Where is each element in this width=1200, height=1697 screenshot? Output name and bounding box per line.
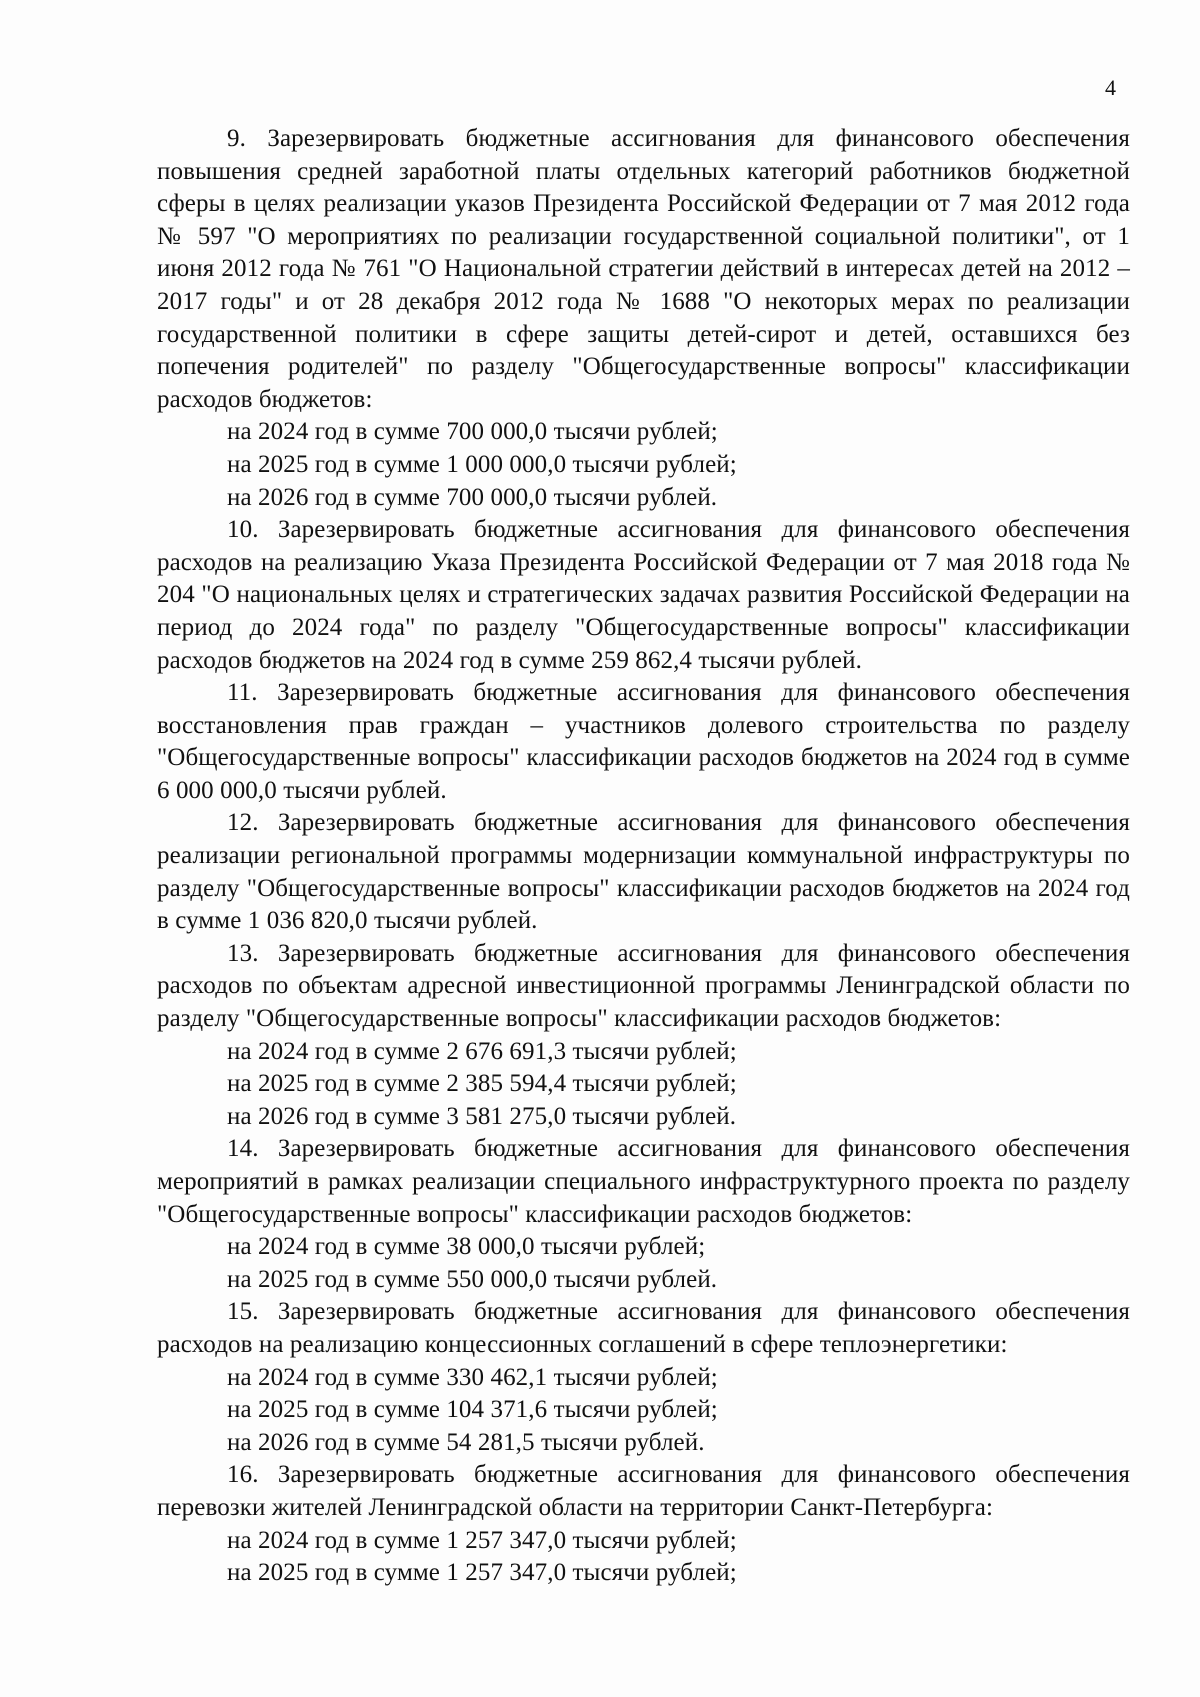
clause-text: 12. Зарезервировать бюджетные ассигнования для финансового обеспечения реализации региональной программы модернизации коммунальной инфраструктуры по разделу "Общегосударственные вопросы" классификации расходов бюджетов на 2024 год в сумме 1 036 820,0 тысячи рублей. — [157, 809, 1130, 935]
allocation-item: на 2026 год в сумме 54 281,5 тысячи рублей. — [227, 1428, 705, 1456]
allocation-item: на 2026 год в сумме 700 000,0 тысячи рублей. — [227, 483, 718, 511]
clause-10 — [157, 514, 1130, 677]
document-body — [157, 123, 1130, 1590]
clause-text: 15. Зарезервировать бюджетные ассигнования для финансового обеспечения расходов на реализацию концессионных соглашений в сфере теплоэнергетики: — [157, 1298, 1130, 1358]
allocation-item: на 2024 год в сумме 700 000,0 тысячи рублей; — [227, 418, 718, 446]
clause-text: 10. Зарезервировать бюджетные ассигнования для финансового обеспечения расходов на реализацию Указа Президента Российской Федерации от 7 мая 2018 года № 204 "О национальных целях и стратегических задачах развития Российской Федерации на период до 2024 года" по разделу "Общегосударственные вопросы" классификации расходов бюджетов на 2024 год в сумме 259 862,4 тысячи рублей. — [157, 516, 1130, 674]
clause-13 — [157, 938, 1130, 1134]
clause-12 — [157, 807, 1130, 937]
allocation-item: на 2024 год в сумме 1 257 347,0 тысячи рублей; — [227, 1526, 737, 1554]
clause-9 — [157, 123, 1130, 514]
allocation-item: на 2026 год в сумме 3 581 275,0 тысячи рублей. — [227, 1102, 737, 1130]
clause-16 — [157, 1459, 1130, 1589]
clause-11 — [157, 677, 1130, 807]
clause-text: 14. Зарезервировать бюджетные ассигнования для финансового обеспечения мероприятий в рамках реализации специального инфраструктурного проекта по разделу "Общегосударственные вопросы" классификации расходов бюджетов: — [157, 1135, 1130, 1228]
allocation-item: на 2025 год в сумме 104 371,6 тысячи рублей; — [227, 1396, 718, 1424]
clause-14 — [157, 1133, 1130, 1296]
allocation-item: на 2024 год в сумме 38 000,0 тысячи рублей; — [227, 1233, 706, 1261]
allocation-item: на 2024 год в сумме 2 676 691,3 тысячи рублей; — [227, 1037, 737, 1065]
allocation-item: на 2025 год в сумме 1 000 000,0 тысячи рублей; — [227, 450, 737, 478]
page-number: 4 — [1105, 75, 1116, 100]
allocation-item: на 2025 год в сумме 2 385 594,4 тысячи рублей; — [227, 1070, 737, 1098]
clause-text: 9. Зарезервировать бюджетные ассигнования для финансового обеспечения повышения средней заработной платы отдельных категорий работников бюджетной сферы в целях реализации указов Президента Российской Федерации от 7 мая 2012 года № 597 "О мероприятиях по реализации государственной социальной политики", от 1 июня 2012 года № 761 "О Национальной стратегии действий в интересах детей на 2012 – 2017 годы" и от 28 декабря 2012 года № 1688 "О некоторых мерах по реализации государственной политики в сфере защиты детей-сирот и детей, оставшихся без попечения родителей" по разделу "Общегосударственные вопросы" классификации расходов бюджетов: — [157, 125, 1130, 413]
allocation-item: на 2025 год в сумме 1 257 347,0 тысячи рублей; — [227, 1559, 737, 1587]
allocation-item: на 2025 год в сумме 550 000,0 тысячи рублей. — [227, 1265, 718, 1293]
clause-text: 13. Зарезервировать бюджетные ассигнования для финансового обеспечения расходов по объектам адресной инвестиционной программы Ленинградской области по разделу "Общегосударственные вопросы" классификации расходов бюджетов: — [157, 939, 1130, 1033]
clause-15 — [157, 1296, 1130, 1459]
allocation-item: на 2024 год в сумме 330 462,1 тысячи рублей; — [227, 1363, 718, 1391]
clause-text: 16. Зарезервировать бюджетные ассигнования для финансового обеспечения перевозки жителей Ленинградской области на территории Санкт-Петербурга: — [157, 1461, 1130, 1521]
clause-text: 11. Зарезервировать бюджетные ассигнования для финансового обеспечения восстановления прав граждан – участников долевого строительства по разделу "Общегосударственные вопросы" классификации расходов бюджетов на 2024 год в сумме 6 000 000,0 тысячи рублей. — [157, 679, 1130, 804]
